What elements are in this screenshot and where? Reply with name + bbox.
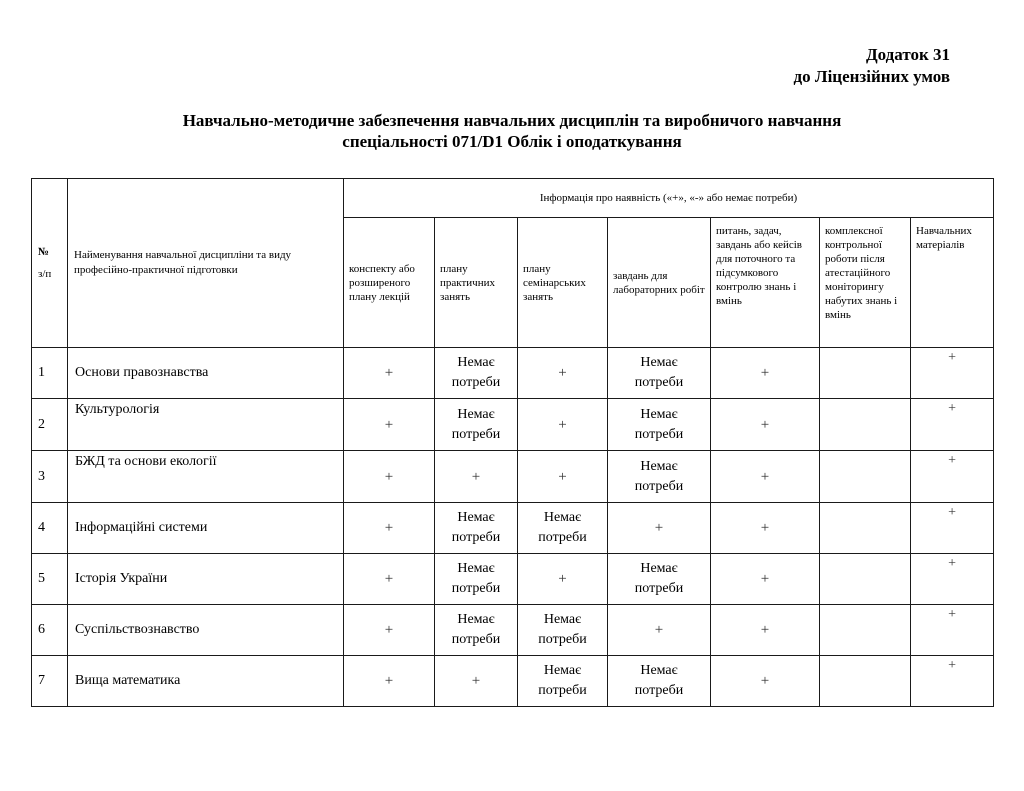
row-number: 4 xyxy=(32,503,68,554)
cell-learning-materials: + xyxy=(911,503,994,554)
cell-control-questions: + xyxy=(711,554,820,605)
table-row xyxy=(32,399,994,451)
table-row xyxy=(32,656,994,707)
cell-practical-plan: Немає потреби xyxy=(435,554,518,605)
cell-seminar-plan: + xyxy=(518,451,608,503)
disciplines-table xyxy=(31,178,994,707)
cell-practical-plan: Немає потреби xyxy=(435,399,518,451)
header-practical-plan: плану практичних занять xyxy=(435,218,518,348)
discipline-name: Культурологія xyxy=(68,399,344,451)
cell-complex-test xyxy=(820,656,911,707)
cell-lecture-notes: + xyxy=(344,348,435,399)
cell-practical-plan: + xyxy=(435,656,518,707)
cell-lecture-notes: + xyxy=(344,451,435,503)
row-number: 1 xyxy=(32,348,68,399)
cell-seminar-plan: Немає потреби xyxy=(518,605,608,656)
cell-learning-materials: + xyxy=(911,451,994,503)
cell-seminar-plan: Немає потреби xyxy=(518,503,608,554)
cell-lecture-notes: + xyxy=(344,656,435,707)
cell-learning-materials: + xyxy=(911,554,994,605)
cell-control-questions: + xyxy=(711,656,820,707)
cell-learning-materials: + xyxy=(911,348,994,399)
row-number: 7 xyxy=(32,656,68,707)
header-number-sub: з/п xyxy=(38,268,52,280)
discipline-name: Вища математика xyxy=(68,656,344,707)
cell-complex-test xyxy=(820,348,911,399)
appendix-reference: до Ліцензійних умов xyxy=(793,67,950,86)
header-lecture-notes: конспекту або розширеного плану лекцій xyxy=(344,218,435,348)
cell-practical-plan: Немає потреби xyxy=(435,348,518,399)
cell-control-questions: + xyxy=(711,503,820,554)
header-availability-group: Інформація про наявність («+», «-» або немає потреби) xyxy=(344,179,994,218)
cell-seminar-plan: Немає потреби xyxy=(518,656,608,707)
cell-practical-plan: Немає потреби xyxy=(435,503,518,554)
table-row xyxy=(32,451,994,503)
header-learning-materials: Навчальних матеріалів xyxy=(911,218,994,348)
cell-lecture-notes: + xyxy=(344,503,435,554)
cell-lecture-notes: + xyxy=(344,554,435,605)
cell-control-questions: + xyxy=(711,399,820,451)
document-title xyxy=(0,110,1024,152)
header-seminar-plan: плану семінарських занять xyxy=(518,218,608,348)
cell-practical-plan: Немає потреби xyxy=(435,605,518,656)
cell-control-questions: + xyxy=(711,605,820,656)
cell-lab-tasks: Немає потреби xyxy=(608,451,711,503)
row-number: 6 xyxy=(32,605,68,656)
cell-learning-materials: + xyxy=(911,605,994,656)
cell-lab-tasks: + xyxy=(608,605,711,656)
cell-lab-tasks: + xyxy=(608,503,711,554)
title-line-1: Навчально-методичне забезпечення навчальних дисциплін та виробничого навчання xyxy=(182,111,842,130)
row-number: 2 xyxy=(32,399,68,451)
cell-control-questions: + xyxy=(711,451,820,503)
row-number: 3 xyxy=(32,451,68,503)
header-number-symbol: № xyxy=(38,246,50,258)
header-number xyxy=(32,179,68,348)
table-row xyxy=(32,554,994,605)
cell-lab-tasks: Немає потреби xyxy=(608,656,711,707)
discipline-name: Суспільствознавство xyxy=(68,605,344,656)
header-control-questions: питань, задач, завдань або кейсів для поточного та підсумкового контролю знань і вмінь xyxy=(711,218,820,348)
appendix-number: Додаток 31 xyxy=(865,45,950,64)
discipline-name: Інформаційні системи xyxy=(68,503,344,554)
cell-lab-tasks: Немає потреби xyxy=(608,348,711,399)
table-row xyxy=(32,503,994,554)
cell-lab-tasks: Немає потреби xyxy=(608,554,711,605)
cell-complex-test xyxy=(820,503,911,554)
cell-lecture-notes: + xyxy=(344,605,435,656)
discipline-name: БЖД та основи екології xyxy=(68,451,344,503)
cell-complex-test xyxy=(820,605,911,656)
cell-practical-plan: + xyxy=(435,451,518,503)
discipline-name: Основи правознавства xyxy=(68,348,344,399)
cell-lecture-notes: + xyxy=(344,399,435,451)
cell-complex-test xyxy=(820,399,911,451)
appendix-label xyxy=(794,44,950,88)
title-line-2: спеціальності 071/D1 Облік і оподаткування xyxy=(342,132,682,151)
cell-lab-tasks: Немає потреби xyxy=(608,399,711,451)
header-lab-tasks: завдань для лабораторних робіт xyxy=(608,218,711,348)
header-complex-test: комплексної контрольної роботи після атестаційного моніторингу набутих знань і вмінь xyxy=(820,218,911,348)
row-number: 5 xyxy=(32,554,68,605)
header-discipline-name: Найменування навчальної дисципліни та виду професійно-практичної підготовки xyxy=(68,179,344,348)
table-row xyxy=(32,348,994,399)
table-row xyxy=(32,605,994,656)
cell-complex-test xyxy=(820,554,911,605)
cell-complex-test xyxy=(820,451,911,503)
cell-seminar-plan: + xyxy=(518,554,608,605)
cell-learning-materials: + xyxy=(911,399,994,451)
cell-seminar-plan: + xyxy=(518,399,608,451)
cell-control-questions: + xyxy=(711,348,820,399)
header-row-1 xyxy=(32,179,994,218)
discipline-name: Історія України xyxy=(68,554,344,605)
cell-learning-materials: + xyxy=(911,656,994,707)
cell-seminar-plan: + xyxy=(518,348,608,399)
